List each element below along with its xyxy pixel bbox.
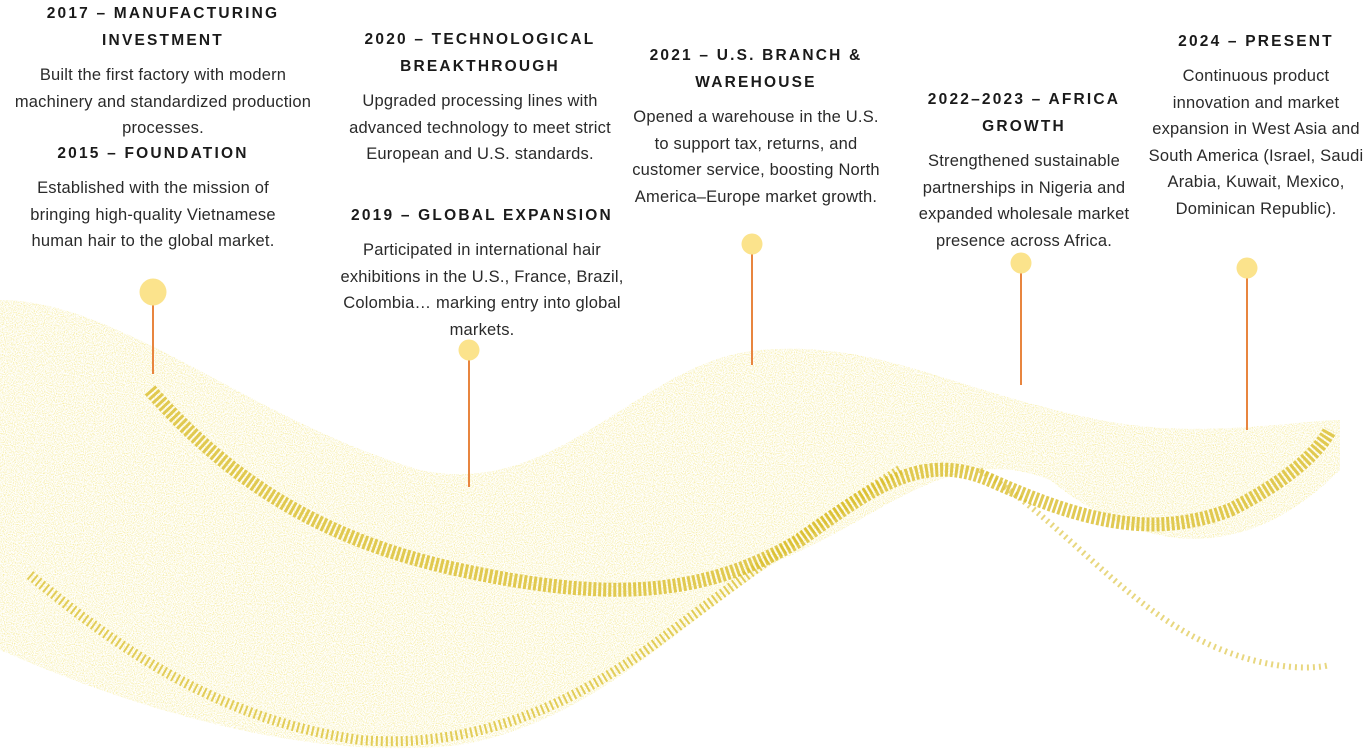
timeline-event-2021 [626, 42, 886, 210]
timeline-event-2022-2023 [892, 86, 1157, 254]
event-description: Participated in international hair exhibitions in the U.S., France, Brazil, Colombia… marking entry into global markets. [340, 241, 624, 339]
timeline-marker-dot [1237, 258, 1258, 279]
timeline-stem [751, 244, 753, 365]
event-title: 2017 – MANUFACTURING INVESTMENT [46, 5, 280, 49]
event-title: 2019 – GLOBAL EXPANSION [351, 207, 613, 224]
timeline-event-2019 [332, 202, 632, 343]
timeline-event-2015 [8, 140, 298, 255]
event-description: Upgraded processing lines with advanced technology to meet strict European and U.S. standards. [349, 92, 611, 164]
event-title: 2022–2023 – AFRICA GROWTH [927, 91, 1121, 135]
timeline-marker-dot [459, 340, 480, 361]
event-description: Built the first factory with modern machinery and standardized production processes. [14, 66, 312, 138]
timeline-stem [468, 350, 470, 487]
event-description: Continuous product innovation and market expansion in West Asia and South America (Israel, Saudi Arabia, Kuwait, Mexico, Dominican Republic). [1148, 67, 1364, 218]
event-description: Established with the mission of bringing high-quality Vietnamese human hair to the global market. [30, 179, 276, 251]
event-title: 2020 – TECHNOLOGICAL BREAKTHROUGH [364, 31, 596, 75]
timeline-event-2024 [1149, 28, 1364, 223]
timeline-marker-dot [1011, 253, 1032, 274]
timeline-marker-dot [140, 279, 167, 306]
timeline-stem [1246, 268, 1248, 430]
timeline-marker-dot [742, 234, 763, 255]
event-description: Opened a warehouse in the U.S. to support tax, returns, and customer service, boosting North America–Europe market growth. [632, 108, 880, 206]
timeline-stem [1020, 263, 1022, 385]
timeline-event-2017 [13, 0, 313, 142]
event-title: 2015 – FOUNDATION [57, 145, 249, 162]
event-description: Strengthened sustainable partnerships in Nigeria and expanded wholesale market presence across Africa. [918, 152, 1130, 250]
timeline-event-2020 [335, 26, 625, 168]
event-title: 2024 – PRESENT [1178, 33, 1334, 50]
event-title: 2021 – U.S. BRANCH & WAREHOUSE [649, 47, 863, 91]
